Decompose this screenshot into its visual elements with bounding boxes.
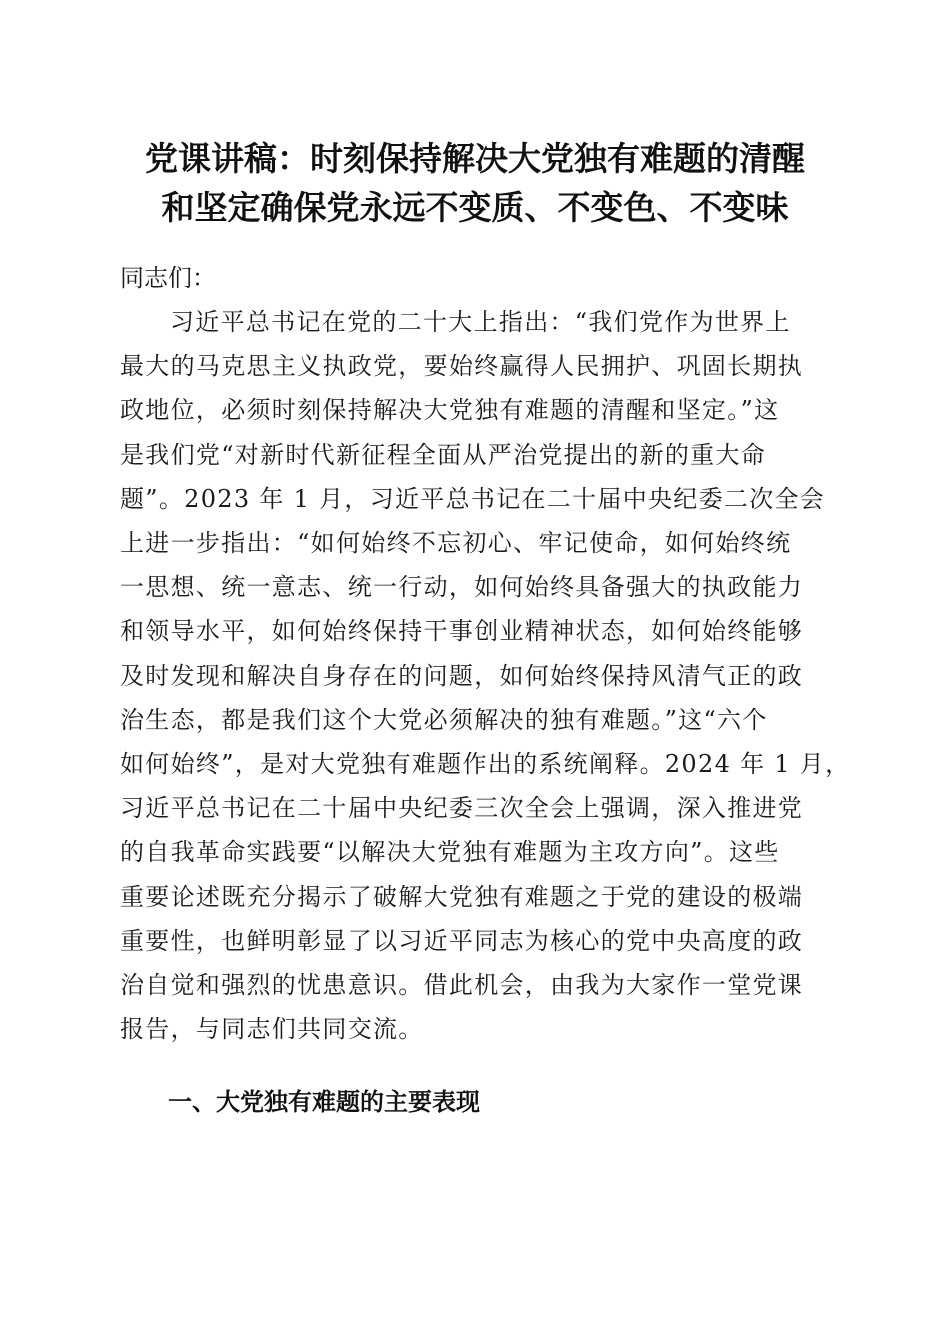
paragraph-line: 报告，与同志们共同交流。 [120, 1015, 424, 1044]
paragraph-line: 政地位，必须时刻保持解决大党独有难题的清醒和坚定。”这 [120, 396, 780, 425]
paragraph-line: 治自觉和强烈的忧患意识。借此机会，由我为大家作一堂党课 [120, 971, 804, 1000]
title-line-1: 党课讲稿：时刻保持解决大党独有难题的清醒 [145, 139, 805, 178]
document-body [120, 256, 851, 1051]
greeting: 同志们： [120, 264, 216, 292]
title-line-2: 和坚定确保党永远不变质、不变色、不变味 [161, 188, 789, 227]
paragraph-line: 一思想、统一意志、统一行动，如何始终具备强大的执政能力 [120, 573, 804, 602]
paragraph-line: 和领导水平，如何始终保持干事创业精神状态，如何始终能够 [120, 617, 804, 646]
paragraph-line: 习近平总书记在党的二十大上指出：“我们党作为世界上 [170, 308, 791, 336]
section-heading: 一、大党独有难题的主要表现 [168, 1088, 480, 1116]
paragraph-line: 重要性，也鲜明彰显了以习近平同志为核心的党中央高度的政 [120, 926, 804, 955]
paragraph-line: 习近平总书记在二十届中央纪委三次全会上强调，深入推进党 [120, 794, 804, 823]
paragraph-line: 及时发现和解决自身存在的问题，如何始终保持风清气正的政 [120, 661, 804, 690]
document-title [110, 134, 840, 232]
paragraph-line: 的自我革命实践要“以解决大党独有难题为主攻方向”。这些 [120, 838, 780, 867]
paragraph-line: 如何始终”，是对大党独有难题作出的系统阐释。2024 年 1 月， [120, 750, 851, 779]
intro-paragraph [120, 300, 851, 1051]
paragraph-line: 题”。2023 年 1 月，习近平总书记在二十届中央纪委二次全会 [120, 484, 826, 513]
paragraph-line: 是我们党“对新时代新征程全面从严治党提出的新的重大命 [120, 440, 767, 469]
paragraph-line: 最大的马克思主义执政党，要始终赢得人民拥护、巩固长期执 [120, 352, 804, 381]
paragraph-line: 重要论述既充分揭示了破解大党独有难题之于党的建设的极端 [120, 882, 804, 911]
paragraph-line: 治生态，都是我们这个大党必须解决的独有难题。”这“六个 [120, 705, 768, 734]
paragraph-line: 上进一步指出：“如何始终不忘初心、牢记使命，如何始终统 [120, 529, 792, 558]
